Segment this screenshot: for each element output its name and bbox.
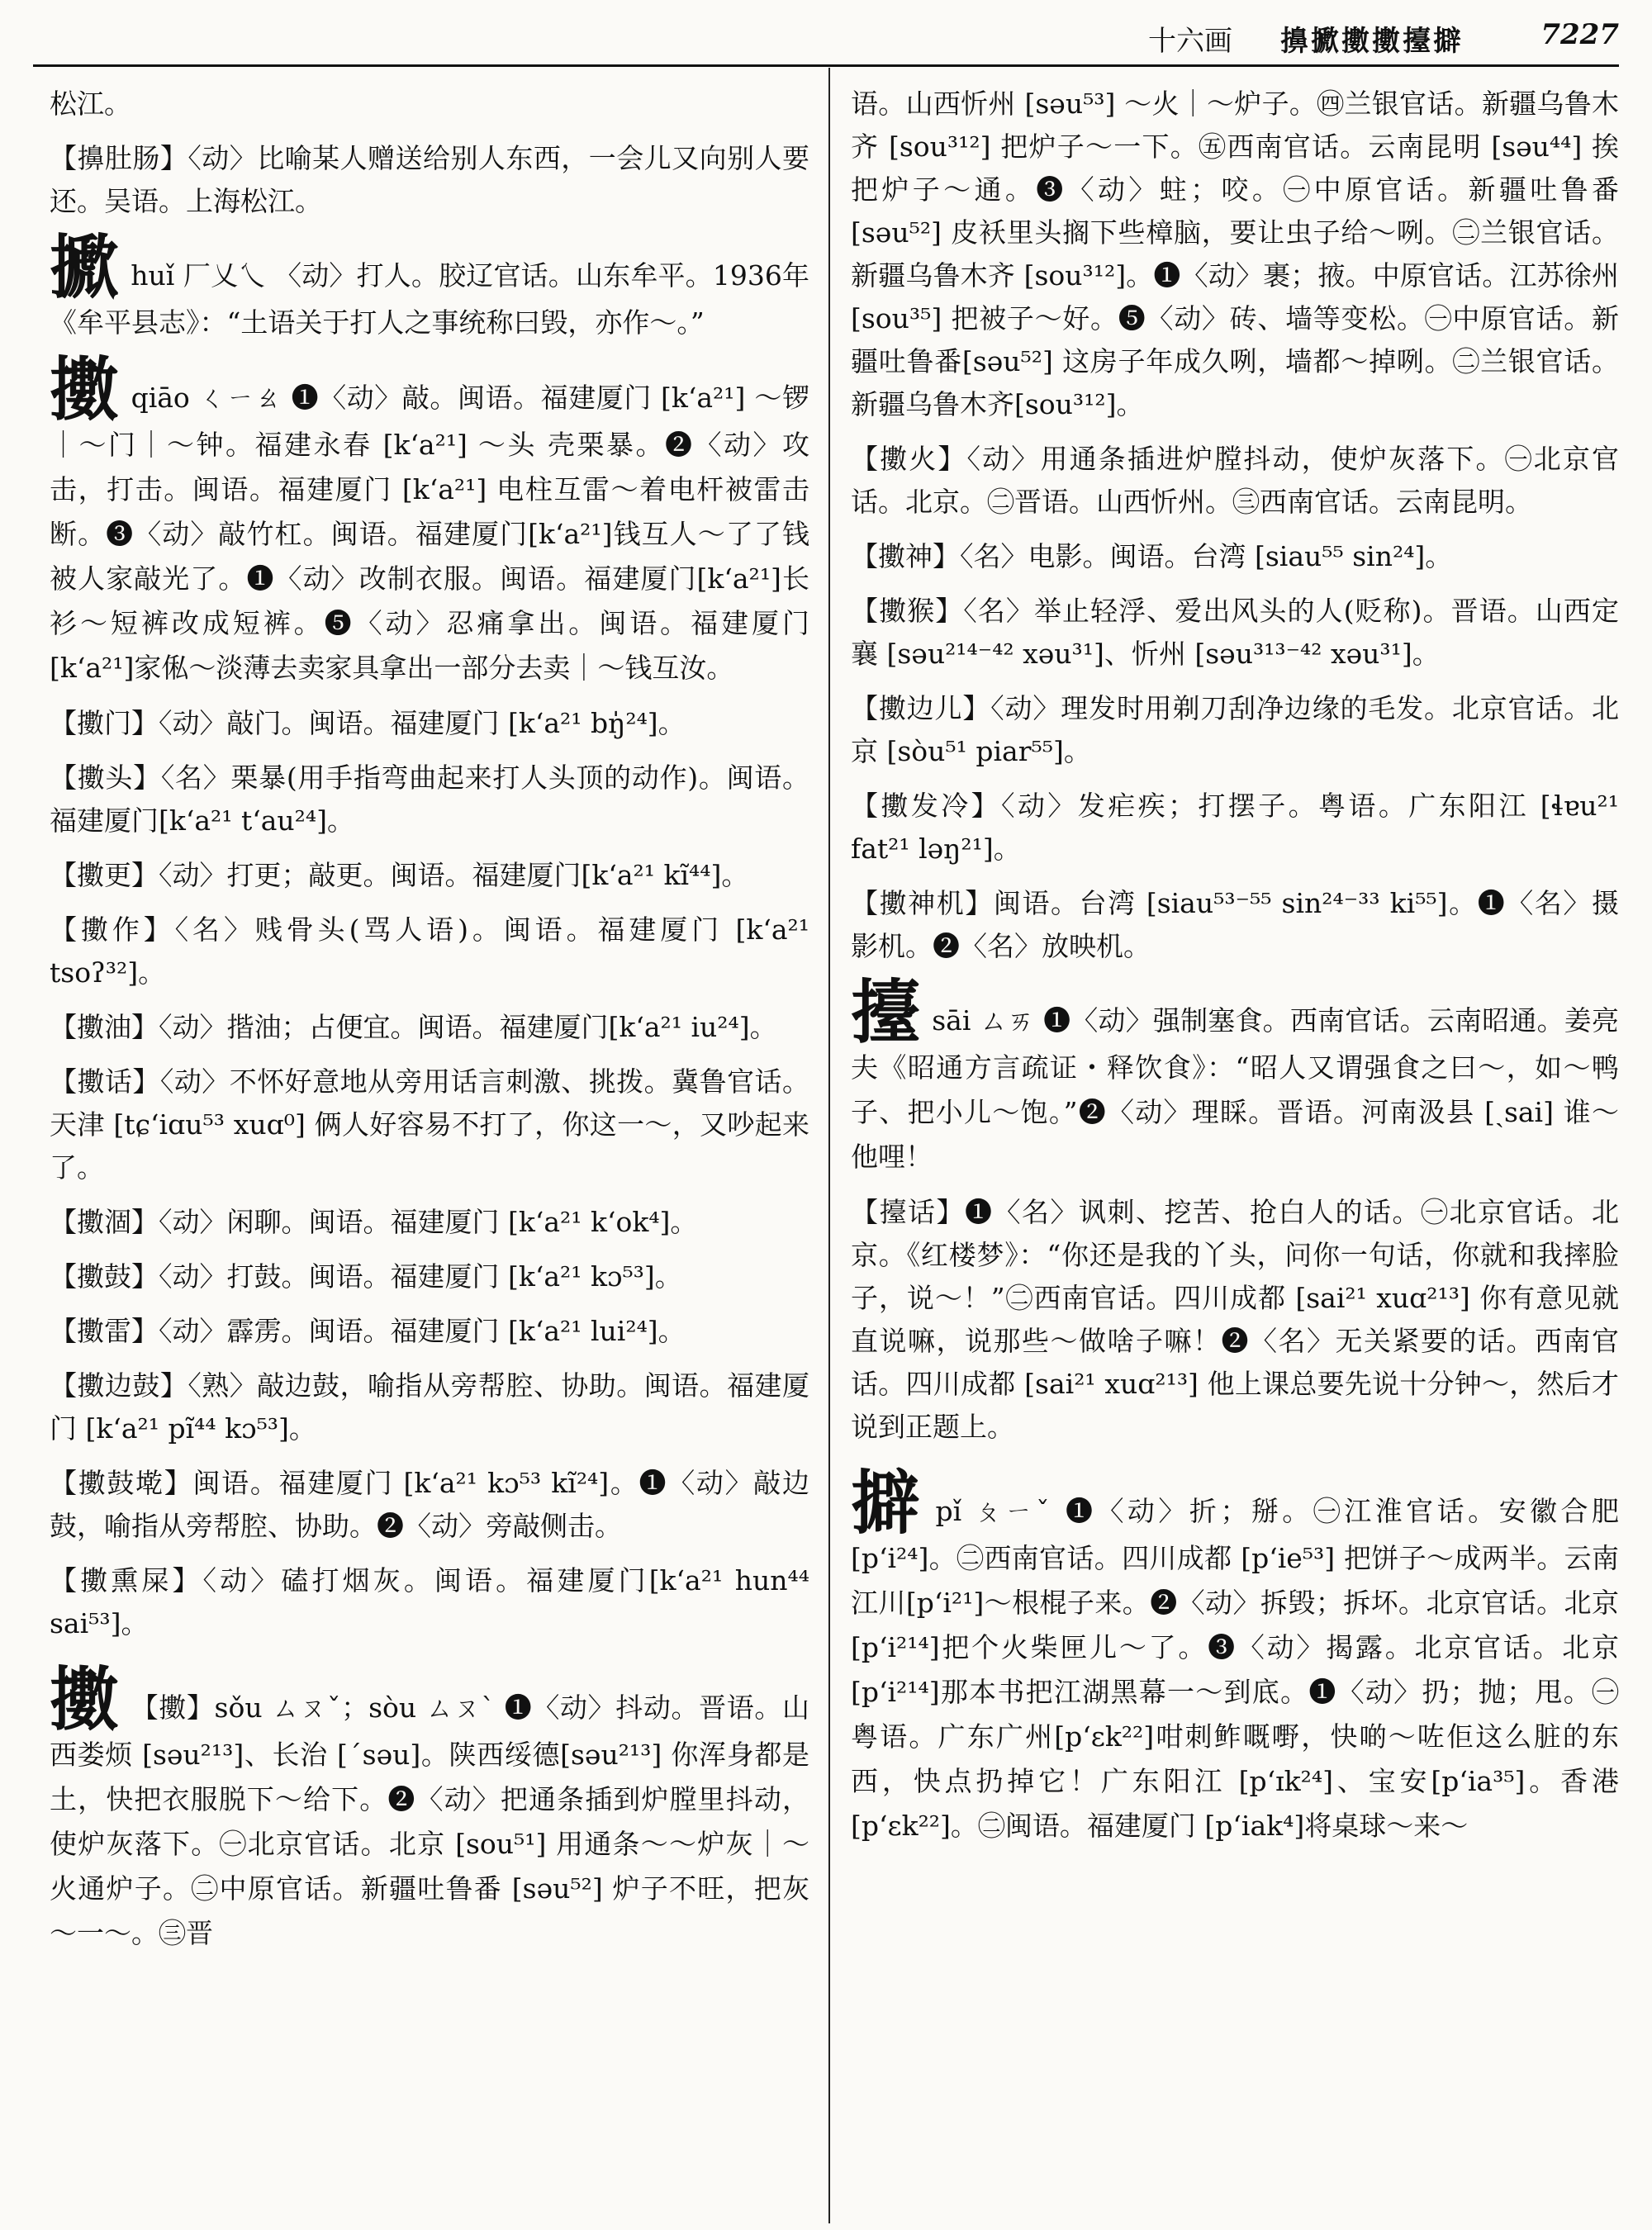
entry-text: sāi ㄙㄞ ❶〈动〉强制塞食。西南官话。云南昭通。姜亮夫《昭通方言疏证・释饮食》：“昭人又谓强食之曰～，如～鸭子、把小儿～饱。”❷〈动〉理睬。晋语。河南汲县 [ˏsai] 谁～他哩！ [851,1004,1619,1173]
dictionary-entry [50,702,809,745]
entry-text: 【擻】sǒu ㄙㄡˇ；sòu ㄙㄡˋ ❶〈动〉抖动。晋语。山西娄烦 [səu²¹³]、长治 [ˊsəu]。陕西绥德[səu²¹³] 你浑身都是土，快把衣服脱下～给下。❷〈动〉把通条插到炉膛里抖动，使炉灰落下。㊀北京官话。北京 [sou⁵¹] 用通条～～炉灰｜～火通炉子。㊁中原官话。新疆吐鲁番 [səu⁵²] 炉子不旺，把灰～一～。㊂晋 [50,1691,809,1949]
entry-text: 【擻更】〈动〉打更；敲更。闽语。福建厦门[k‘a²¹ kĩ⁴⁴]。 [50,859,749,891]
entry-text: 【擻门】〈动〉敲门。闽语。福建厦门 [k‘a²¹ bŋ̍²⁴]。 [50,707,686,739]
headword: 擗 [851,1463,924,1544]
headword: 擡 [851,972,921,1053]
dictionary-entry [50,909,809,994]
entry-text: 【擻头】〈名〉栗暴(用手指弯曲起来打人头顶的动作)。闽语。福建厦门[k‘a²¹ t‘au²⁴]。 [50,762,809,837]
column-divider [828,68,830,2223]
dictionary-entry [50,757,809,842]
header-rule [33,64,1619,67]
entry-text: 【擻边鼓】〈熟〉敲边鼓，喻指从旁帮腔、协助。闽语。福建厦门 [k‘a²¹ pĩ⁴⁴ kɔ⁵³]。 [50,1369,809,1445]
dictionary-entry [50,1201,809,1244]
entry-text: 松江。 [50,88,131,120]
character-entry [851,1463,1619,1848]
headword: 擻 [50,1659,120,1740]
entry-text: huǐ 厂乂乀 〈动〉打人。胶辽官话。山东牟平。1936年《牟平县志》：“土语关于打人之事统称曰毁，亦作～。” [50,259,809,339]
dictionary-entry [851,882,1619,968]
entry-text: 【擡话】❶〈名〉讽刺、挖苦、抢白人的话。㊀北京官话。北京。《红楼梦》：“你还是我的丫头，问你一句话，你就和我摔脸子，说～！”㊁西南官话。四川成都 [sai²¹ xuɑ²¹³] 你有意见就直说嘛，说那些～做啥子嘛！❷〈名〉无关紧要的话。西南官话。四川成都 [sai²¹ xuɑ²¹³] 他上课总要先说十分钟～，然后才说到正题上。 [851,1196,1619,1443]
dictionary-entry [50,137,809,223]
entry-text: 【擻鼓】〈动〉打鼓。闽语。福建厦门 [k‘a²¹ kɔ⁵³]。 [50,1260,682,1293]
entry-text: 【擻作】〈名〉贱骨头(骂人语)。闽语。福建厦门 [k‘a²¹ tsoʔ³²]。 [50,913,809,989]
section-characters: 擤擨擻擻擡擗 [1280,25,1464,58]
dictionary-entry [50,1310,809,1353]
right-column [851,83,1619,1860]
character-entry [851,972,1619,1179]
entry-text: 【擻边儿】〈动〉理发时用剃刀刮净边缘的毛发。北京官话。北京 [sòu⁵¹ piar⁵⁵]。 [851,692,1619,767]
entry-text: 【擻神】〈名〉电影。闽语。台湾 [siau⁵⁵ sin²⁴]。 [851,540,1453,572]
page-number: 7227 [1540,18,1619,51]
headword: 擻 [50,349,120,430]
entry-text: 【擻神机】闽语。台湾 [siau⁵³⁻⁵⁵ sin²⁴⁻³³ ki⁵⁵]。❶〈名〉摄影机。❷〈名〉放映机。 [851,887,1619,962]
dictionary-entry [851,687,1619,773]
running-head [1115,18,1619,61]
dictionary-entry [851,1191,1619,1449]
dictionary-entry [50,1462,809,1548]
entry-text: pǐ ㄆㄧˇ ❶〈动〉折；掰。㊀江淮官话。安徽合肥[p‘i²⁴]。㊁西南官话。四川成都 [p‘ie⁵³] 把饼子～成两半。云南江川[p‘i²¹]～根棍子来。❷〈动〉拆毁；拆坏。北京官话。北京[p‘i²¹⁴]把个火柴匣儿～了。❸〈动〉揭露。北京官话。北京[p‘i²¹⁴]那本书把江湖黑幕一～到底。❶〈动〉扔；抛；甩。㊀粤语。广东广州[p‘ɛk²²]咁刺鲊嘅嘢，快啲～咗佢这么脏的东西，快点扔掉它！广东阳江 [p‘ɪk²⁴]、宝安[p‘ia³⁵]。香港[p‘ɛk²²]。㊁闽语。福建厦门 [p‘iak⁴]将桌球～来～ [851,1495,1619,1842]
entry-text: 【擻涸】〈动〉闲聊。闽语。福建厦门 [k‘a²¹ k‘ok⁴]。 [50,1206,698,1238]
headword: 擨 [50,227,120,308]
entry-text: 【擻雷】〈动〉霹雳。闽语。福建厦门 [k‘a²¹ lui²⁴]。 [50,1315,686,1347]
entry-text: 【擻油】〈动〉揩油；占便宜。闽语。福建厦门[k‘a²¹ iu²⁴]。 [50,1011,777,1043]
dictionary-entry [851,83,1619,426]
character-entry [50,349,809,690]
character-entry [50,1659,809,1956]
dictionary-entry [851,438,1619,524]
left-column [50,83,809,1967]
dictionary-entry [50,83,809,126]
dictionary-entry [50,1255,809,1298]
dictionary-entry [50,854,809,897]
entry-text: 【擻鼓墘】闽语。福建厦门 [k‘a²¹ kɔ⁵³ kĩ²⁴]。❶〈动〉敲边鼓，喻指从旁帮腔、协助。❷〈动〉旁敲侧击。 [50,1467,809,1542]
dictionary-entry [50,1364,809,1450]
entry-text: 【擻熏屎】〈动〉磕打烟灰。闽语。福建厦门[k‘a²¹ hun⁴⁴ sai⁵³]。 [50,1564,809,1639]
entry-text: 语。山西忻州 [səu⁵³] ～火｜～炉子。㊃兰银官话。新疆乌鲁木齐 [sou³¹²] 把炉子～一下。㊄西南官话。云南昆明 [səu⁴⁴] 挨把炉子～通。❸〈动〉蛀；咬。㊀中原官话。新疆吐鲁番 [səu⁵²] 皮袄里头搁下些樟脑，要让虫子给～咧。㊁兰银官话。新疆乌鲁木齐 [sou³¹²]。❶〈动〉裹；掖。中原官话。江苏徐州[sou³⁵] 把被子～好。❺〈动〉砖、墙等变松。㊀中原官话。新疆吐鲁番[səu⁵²] 这房子年成久咧，墙都～掉咧。㊁兰银官话。新疆乌鲁木齐[sou³¹²]。 [851,88,1619,420]
section-title: 十六画 [1148,25,1232,58]
entry-text: 【擤肚肠】〈动〉比喻某人赠送给别人东西，一会儿又向别人要还。吴语。上海松江。 [50,142,809,217]
entry-text: 【擻火】〈动〉用通条插进炉膛抖动，使炉灰落下。㊀北京官话。北京。㊁晋语。山西忻州。㊂西南官话。云南昆明。 [851,443,1619,518]
dictionary-entry [50,1559,809,1645]
entry-text: 【擻猴】〈名〉举止轻浮、爱出风头的人(贬称)。晋语。山西定襄 [səu²¹⁴⁻⁴² xəu³¹]、忻州 [səu³¹³⁻⁴² xəu³¹]。 [851,595,1619,670]
character-entry [50,227,809,345]
dictionary-entry [851,785,1619,871]
dictionary-entry [851,535,1619,578]
dictionary-entry [50,1060,809,1189]
entry-text: 【擻话】〈动〉不怀好意地从旁用话言刺激、挑拨。冀鲁官话。天津 [tɕ‘iɑu⁵³ xuɑ⁰] 俩人好容易不打了，你这一～，又吵起来了。 [50,1065,809,1184]
entry-text: 【擻发冷】〈动〉发疟疾；打摆子。粤语。广东阳江 [ɬɐu²¹ fat²¹ ləŋ²¹]。 [851,790,1619,865]
dictionary-entry [50,1006,809,1049]
dictionary-entry [851,590,1619,676]
entry-text: qiāo ㄑㄧㄠ ❶〈动〉敲。闽语。福建厦门 [k‘a²¹] ～锣｜～门｜～钟。福建永春 [k‘a²¹] ～头 壳栗暴。❷〈动〉攻击，打击。闽语。福建厦门 [k‘a²¹] 电柱互雷～着电杆被雷击断。❸〈动〉敲竹杠。闽语。福建厦门[k‘a²¹]钱互人～了了钱被人家敲光了。❶〈动〉改制衣服。闽语。福建厦门[k‘a²¹]长衫～短裤改成短裤。❺〈动〉忍痛拿出。闽语。福建厦门[k‘a²¹]家俬～淡薄去卖家具拿出一部分去卖｜～钱互汝。 [50,382,809,684]
